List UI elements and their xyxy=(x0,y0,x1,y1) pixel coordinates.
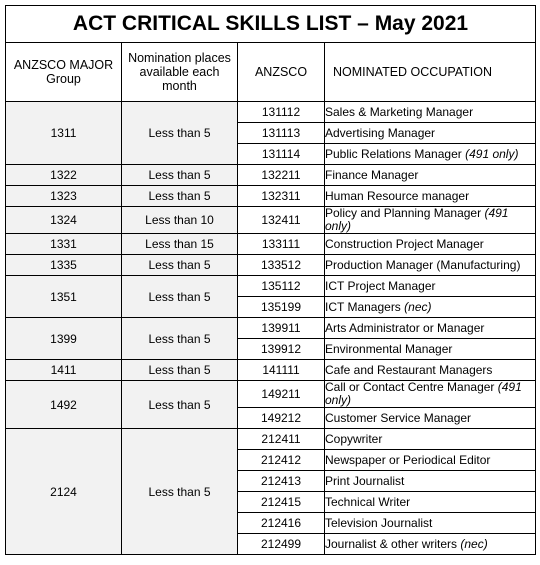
nomination-places-cell: Less than 5 xyxy=(122,318,238,360)
occupation-cell xyxy=(325,123,536,144)
occupation-note: (491 only) xyxy=(325,206,509,233)
table-row xyxy=(6,186,536,207)
table-row xyxy=(6,102,536,123)
occupation-name: Call or Contact Centre Manager xyxy=(325,380,495,394)
occupation-note: (491 only) xyxy=(465,146,519,161)
occupation-name: Cafe and Restaurant Managers xyxy=(325,362,493,377)
nomination-places-cell: Less than 5 xyxy=(122,360,238,381)
major-group-cell: 1324 xyxy=(6,207,122,234)
occupation-note: (nec) xyxy=(404,299,432,314)
anzsco-code-cell: 135199 xyxy=(238,297,325,318)
anzsco-code-cell: 133111 xyxy=(238,234,325,255)
table-row xyxy=(6,360,536,381)
anzsco-code-cell: 212413 xyxy=(238,471,325,492)
anzsco-code-cell: 141111 xyxy=(238,360,325,381)
column-header-group: ANZSCO MAJOR Group xyxy=(6,43,122,102)
nomination-places-cell: Less than 15 xyxy=(122,234,238,255)
occupation-name: Construction Project Manager xyxy=(325,236,484,251)
nomination-places-cell: Less than 5 xyxy=(122,381,238,429)
table-row xyxy=(6,207,536,234)
table-row xyxy=(6,429,536,450)
occupation-cell xyxy=(325,297,536,318)
occupation-cell xyxy=(325,339,536,360)
occupation-cell xyxy=(325,318,536,339)
occupation-name: ICT Managers xyxy=(325,299,401,314)
occupation-cell xyxy=(325,534,536,555)
occupation-cell xyxy=(325,408,536,429)
occupation-cell xyxy=(325,207,536,234)
occupation-note: (nec) xyxy=(460,536,488,551)
major-group-cell: 1331 xyxy=(6,234,122,255)
occupation-name: Public Relations Manager xyxy=(325,146,462,161)
occupation-cell xyxy=(325,186,536,207)
nomination-places-cell: Less than 5 xyxy=(122,276,238,318)
occupation-name: Journalist & other writers xyxy=(325,536,458,551)
major-group-cell: 1323 xyxy=(6,186,122,207)
occupation-cell xyxy=(325,450,536,471)
column-header-occupation: NOMINATED OCCUPATION xyxy=(325,43,536,102)
occupation-cell xyxy=(325,429,536,450)
major-group-cell: 2124 xyxy=(6,429,122,555)
anzsco-code-cell: 149211 xyxy=(238,381,325,408)
major-group-cell: 1322 xyxy=(6,165,122,186)
nomination-places-cell: Less than 5 xyxy=(122,165,238,186)
document-title: ACT CRITICAL SKILLS LIST – May 2021 xyxy=(6,6,536,43)
anzsco-code-cell: 131113 xyxy=(238,123,325,144)
major-group-cell: 1492 xyxy=(6,381,122,429)
table-row xyxy=(6,234,536,255)
nomination-places-cell: Less than 10 xyxy=(122,207,238,234)
anzsco-code-cell: 132211 xyxy=(238,165,325,186)
occupation-cell xyxy=(325,492,536,513)
occupation-name: Production Manager (Manufacturing) xyxy=(325,257,521,272)
occupation-name: Newspaper or Periodical Editor xyxy=(325,452,491,467)
major-group-cell: 1411 xyxy=(6,360,122,381)
occupation-name: Television Journalist xyxy=(325,515,433,530)
occupation-name: Print Journalist xyxy=(325,473,405,488)
occupation-name: Advertising Manager xyxy=(325,125,436,140)
occupation-name: ICT Project Manager xyxy=(325,278,436,293)
occupation-cell xyxy=(325,381,536,408)
major-group-cell: 1351 xyxy=(6,276,122,318)
column-header-places: Nomination places available each month xyxy=(122,43,238,102)
major-group-cell: 1311 xyxy=(6,102,122,165)
occupation-cell xyxy=(325,234,536,255)
occupation-name: Arts Administrator or Manager xyxy=(325,320,485,335)
occupation-cell xyxy=(325,360,536,381)
occupation-name: Policy and Planning Manager xyxy=(325,206,482,220)
table-row xyxy=(6,165,536,186)
major-group-cell: 1399 xyxy=(6,318,122,360)
anzsco-code-cell: 212415 xyxy=(238,492,325,513)
occupation-cell xyxy=(325,255,536,276)
anzsco-code-cell: 132311 xyxy=(238,186,325,207)
occupation-name: Human Resource manager xyxy=(325,188,470,203)
table-body xyxy=(6,102,536,555)
occupation-name: Copywriter xyxy=(325,431,383,446)
table-row xyxy=(6,276,536,297)
column-header-code: ANZSCO xyxy=(238,43,325,102)
occupation-name: Finance Manager xyxy=(325,167,419,182)
table-row xyxy=(6,381,536,408)
occupation-cell xyxy=(325,165,536,186)
occupation-cell xyxy=(325,102,536,123)
major-group-cell: 1335 xyxy=(6,255,122,276)
anzsco-code-cell: 133512 xyxy=(238,255,325,276)
table-row xyxy=(6,255,536,276)
anzsco-code-cell: 212499 xyxy=(238,534,325,555)
skills-table xyxy=(5,5,536,555)
nomination-places-cell: Less than 5 xyxy=(122,255,238,276)
anzsco-code-cell: 135112 xyxy=(238,276,325,297)
anzsco-code-cell: 212412 xyxy=(238,450,325,471)
nomination-places-cell: Less than 5 xyxy=(122,102,238,165)
anzsco-code-cell: 139912 xyxy=(238,339,325,360)
occupation-name: Technical Writer xyxy=(325,494,411,509)
nomination-places-cell: Less than 5 xyxy=(122,429,238,555)
occupation-cell xyxy=(325,144,536,165)
occupation-name: Customer Service Manager xyxy=(325,410,472,425)
anzsco-code-cell: 212416 xyxy=(238,513,325,534)
anzsco-code-cell: 212411 xyxy=(238,429,325,450)
occupation-name: Environmental Manager xyxy=(325,341,453,356)
anzsco-code-cell: 132411 xyxy=(238,207,325,234)
occupation-cell xyxy=(325,276,536,297)
anzsco-code-cell: 131114 xyxy=(238,144,325,165)
occupation-name: Sales & Marketing Manager xyxy=(325,104,474,119)
anzsco-code-cell: 139911 xyxy=(238,318,325,339)
table-row xyxy=(6,318,536,339)
occupation-note: (491 only) xyxy=(325,380,522,407)
header-row xyxy=(6,43,536,102)
occupation-cell xyxy=(325,471,536,492)
anzsco-code-cell: 149212 xyxy=(238,408,325,429)
occupation-cell xyxy=(325,513,536,534)
nomination-places-cell: Less than 5 xyxy=(122,186,238,207)
anzsco-code-cell: 131112 xyxy=(238,102,325,123)
